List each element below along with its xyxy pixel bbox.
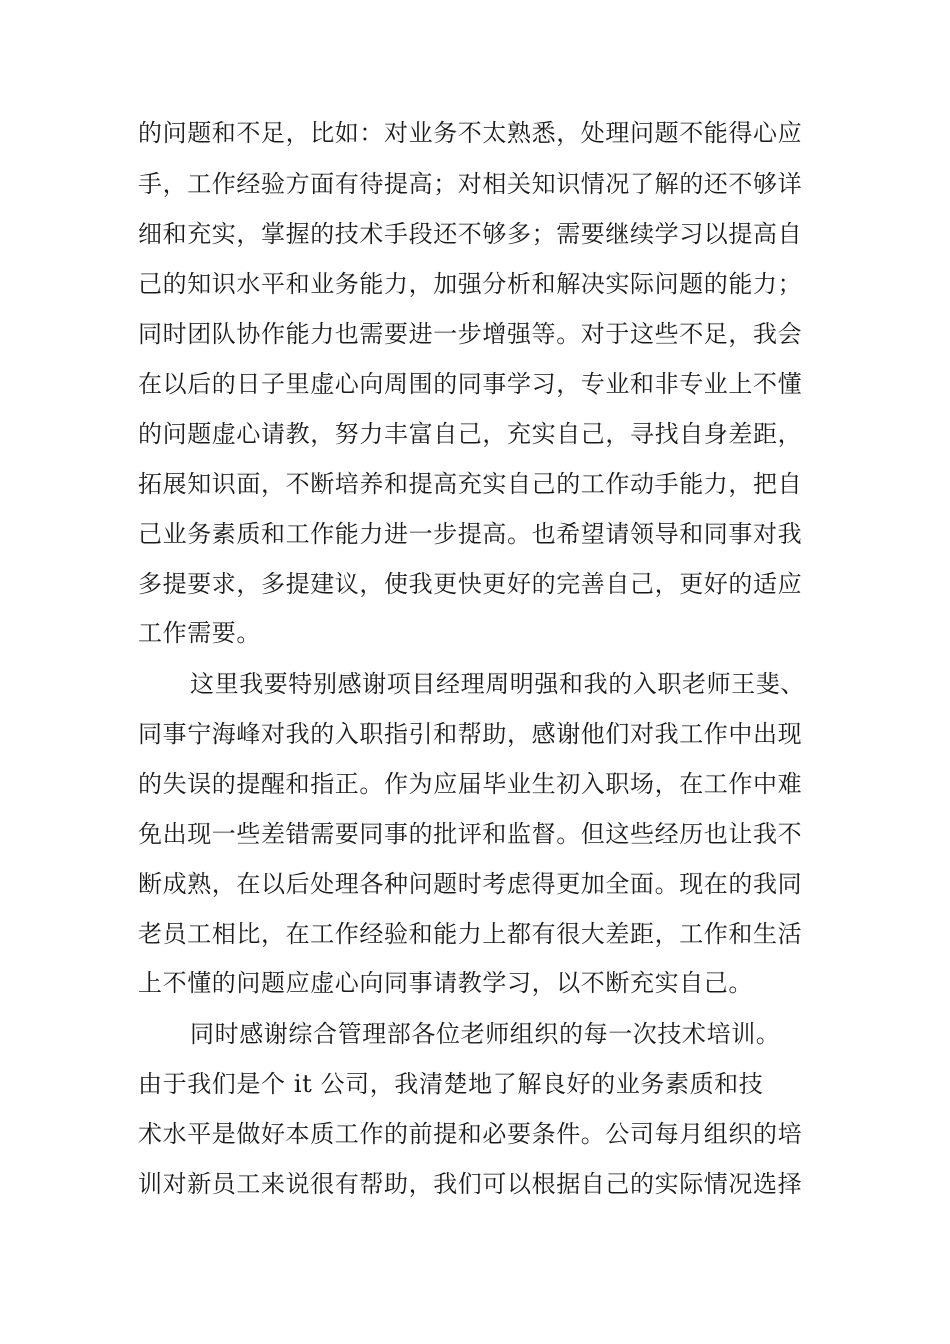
text-line: 在以后的日子里虚心向周围的同事学习，专业和非专业上不懂 bbox=[138, 370, 803, 398]
text-line: 的问题和不足，比如：对业务不太熟悉，处理问题不能得心应 bbox=[138, 119, 803, 147]
text-line: 同事宁海峰对我的入职指引和帮助，感谢他们对我工作中出现 bbox=[138, 720, 803, 748]
text-line: 由于我们是个 it 公司，我清楚地了解良好的业务素质和技 bbox=[138, 1070, 764, 1098]
text-line: 训对新员工来说很有帮助，我们可以根据自己的实际情况选择 bbox=[138, 1170, 803, 1198]
text-line: 多提要求，多提建议，使我更快更好的完善自己，更好的适应 bbox=[138, 570, 803, 598]
text-line: 拓展知识面，不断培养和提高充实自己的工作动手能力，把自 bbox=[138, 470, 803, 498]
text-line: 己的知识水平和业务能力，加强分析和解决实际问题的能力； bbox=[138, 270, 803, 298]
text-line: 手，工作经验方面有待提高；对相关知识情况了解的还不够详 bbox=[138, 170, 803, 198]
text-line: 己业务素质和工作能力进一步提高。也希望请领导和同事对我 bbox=[138, 520, 803, 548]
text-line: 工作需要。 bbox=[138, 619, 261, 647]
text-line: 术水平是做好本质工作的前提和必要条件。公司每月组织的培 bbox=[138, 1120, 803, 1148]
text-line: 上不懂的问题应虚心向同事请教学习，以不断充实自己。 bbox=[138, 969, 753, 997]
text-line: 的失误的提醒和指正。作为应届毕业生初入职场，在工作中难 bbox=[138, 770, 803, 798]
text-line: 的问题虚心请教，努力丰富自己，充实自己，寻找自身差距， bbox=[138, 420, 803, 448]
text-line: 免出现一些差错需要同事的批评和监督。但这些经历也让我不 bbox=[138, 820, 803, 848]
text-line: 老员工相比，在工作经验和能力上都有很大差距，工作和生活 bbox=[138, 920, 803, 948]
text-line: 断成熟，在以后处理各种问题时考虑得更加全面。现在的我同 bbox=[138, 870, 803, 898]
paragraph-first-line: 这里我要特别感谢项目经理周明强和我的入职老师王斐、 bbox=[190, 670, 805, 698]
text-line: 同时团队协作能力也需要进一步增强等。对于这些不足，我会 bbox=[138, 320, 803, 348]
paragraph-first-line: 同时感谢综合管理部各位老师组织的每一次技术培训。 bbox=[190, 1020, 781, 1048]
text-line: 细和充实，掌握的技术手段还不够多；需要继续学习以提高自 bbox=[138, 220, 803, 248]
